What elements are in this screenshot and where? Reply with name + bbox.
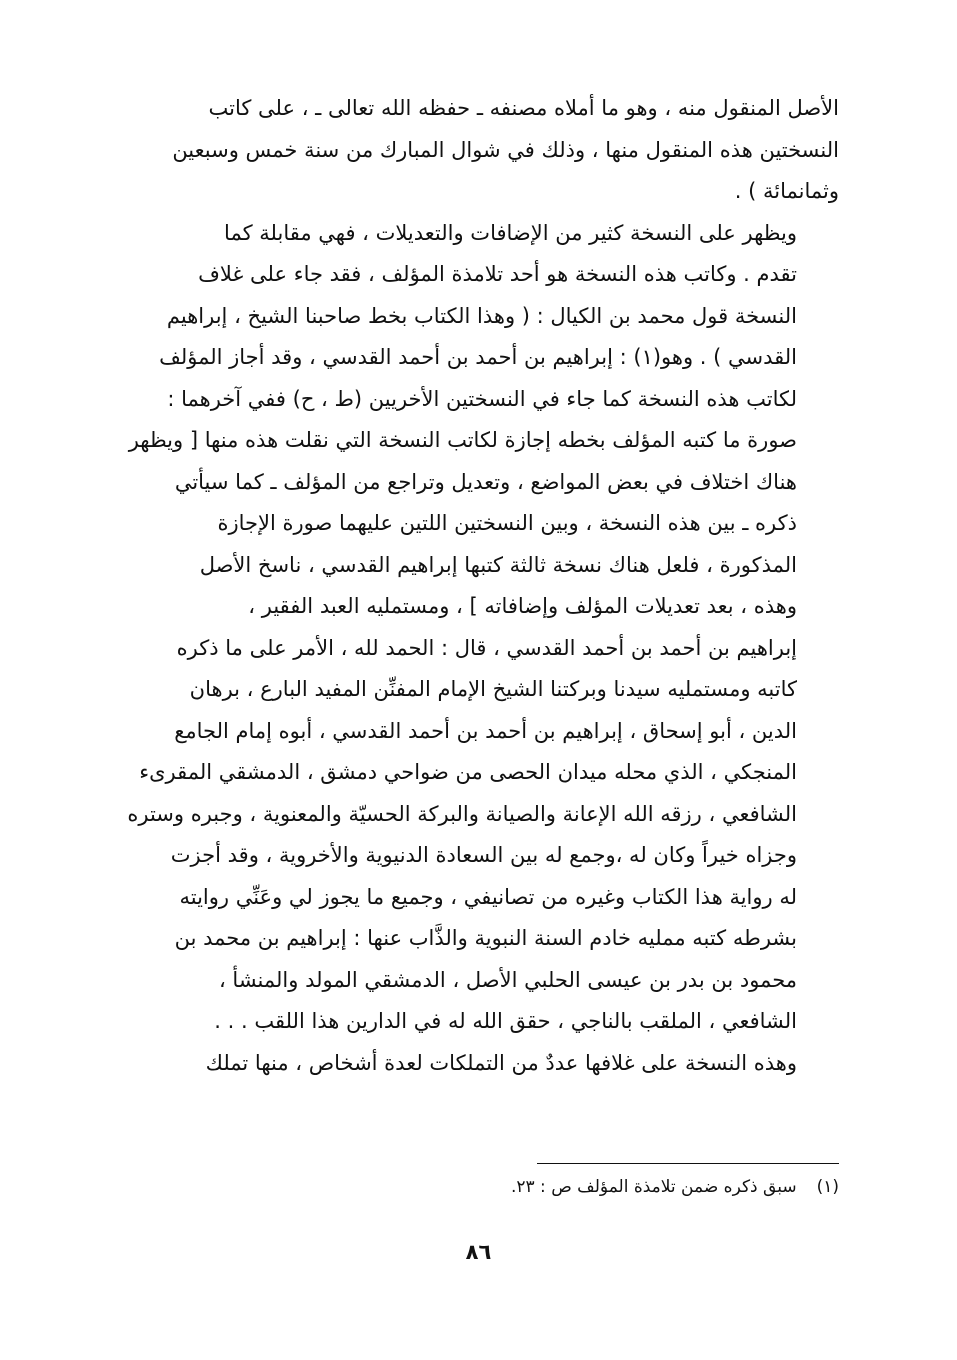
text-line: المنجكي ، الذي محله ميدان الحصى من ضواحي دمشق ، الدمشقي المقرىء bbox=[139, 760, 797, 784]
text-line: الشافعي ، رزقه الله الإعانة والصيانة والبركة الحسيّة والمعنوية ، وجبره وستره bbox=[127, 801, 797, 826]
page-number: ٨٦ bbox=[465, 1240, 492, 1264]
text-line: وهذه النسخة على غلافها عددٌ من التملكات لعدة أشخاص ، منها تملك bbox=[205, 1050, 797, 1075]
text-line: القدسي ) . وهو(١) : إبراهيم بن أحمد بن أحمد القدسي ، وقد أجاز المؤلف bbox=[159, 345, 797, 369]
text-line: صورة ما كتبه المؤلف بخطه إجازة لكاتب النسخة التي نقلت هذه منها [ ويظهر bbox=[128, 428, 797, 452]
text-line: الشافعي ، الملقب بالناجي ، حقق الله له في الدارين هذا اللقب . . . bbox=[214, 1009, 797, 1033]
paragraph bbox=[118, 1043, 839, 1085]
text-line: ويظهر على النسخة كثير من الإضافات والتعديلات ، فهي مقابلة كما bbox=[224, 220, 797, 245]
text-line: ذكره ـ بين هذه النسخة ، وبين النسختين اللتين عليهما صورة الإجازة bbox=[217, 511, 797, 535]
text-line: محمود بن بدر بن عيسى الحلبي الأصل ، الدمشقي المولد والمنشأ ، bbox=[218, 967, 797, 992]
text-line: وجزاه خيراً وكان له ،وجمع له بين السعادة الدنيوية والأخروية ، وقد أجزت bbox=[170, 843, 797, 867]
text-line: كاتبه ومستمليه سيدنا وبركتنا الشيخ الإمام المفنِّن المفيد البارع ، برهان bbox=[189, 677, 797, 701]
text-line: الأصل المنقول منه ، وهو ما أملاه مصنفه ـ حفظه الله تعالى ـ ، على كاتب bbox=[208, 96, 839, 120]
footnote-separator bbox=[537, 1163, 839, 1164]
paragraph bbox=[118, 88, 839, 213]
footnote-number: (١) bbox=[816, 1177, 839, 1197]
text-line: النسخة قول محمد بن الكيال : ( وهذا الكتاب بخط صاحبنا الشيخ ، إبراهيم bbox=[166, 303, 797, 328]
footnote bbox=[511, 1172, 839, 1202]
text-line: وثمانمائة ) . bbox=[734, 179, 839, 203]
main-text bbox=[118, 88, 839, 1084]
text-line: إبراهيم بن أحمد بن أحمد القدسي ، قال : الحمد لله ، الأمر على ما ذكره bbox=[176, 635, 797, 660]
paragraph bbox=[118, 213, 839, 1043]
footnote-text: سبق ذكره ضمن تلامذة المؤلف ص : ٢٣. bbox=[510, 1177, 797, 1197]
text-line: هناك اختلاف في بعض المواضع ، وتعديل وتراجع من المؤلف ـ كما سيأتي bbox=[174, 469, 797, 494]
text-line: النسختين هذه المنقول منها ، وذلك في شوال المبارك من سنة خمس وسبعين bbox=[172, 137, 839, 162]
text-line: لكاتب هذه النسخة كما جاء في النسختين الأخريين (ط ، ح) ففي آخرهما : bbox=[167, 386, 797, 411]
text-line: تقدم . وكاتب هذه النسخة هو أحد تلامذة المؤلف ، فقد جاء على غلاف bbox=[198, 262, 797, 286]
text-line: وهذه ، بعد تعديلات المؤلف وإضافاته ] ، ومستمليه العبد الفقير ، bbox=[248, 594, 797, 618]
text-line: بشرطه كتبه ممليه خادم السنة النبوية والذَّاب عنها : إبراهيم بن محمد بن bbox=[174, 926, 797, 950]
text-line: له رواية هذا الكتاب وغيره من تصانيفي ، وجميع ما يجوز لي وعَنِّي روايته bbox=[179, 884, 797, 909]
text-line: المذكورة ، فلعل هناك نسخة ثالثة كتبها إبراهيم القدسي ، ناسخ الأصل bbox=[199, 552, 797, 577]
text-line: الدين ، أبو إسحاق ، إبراهيم بن أحمد بن أحمد القدسي ، أبوه إمام الجامع bbox=[174, 718, 797, 743]
